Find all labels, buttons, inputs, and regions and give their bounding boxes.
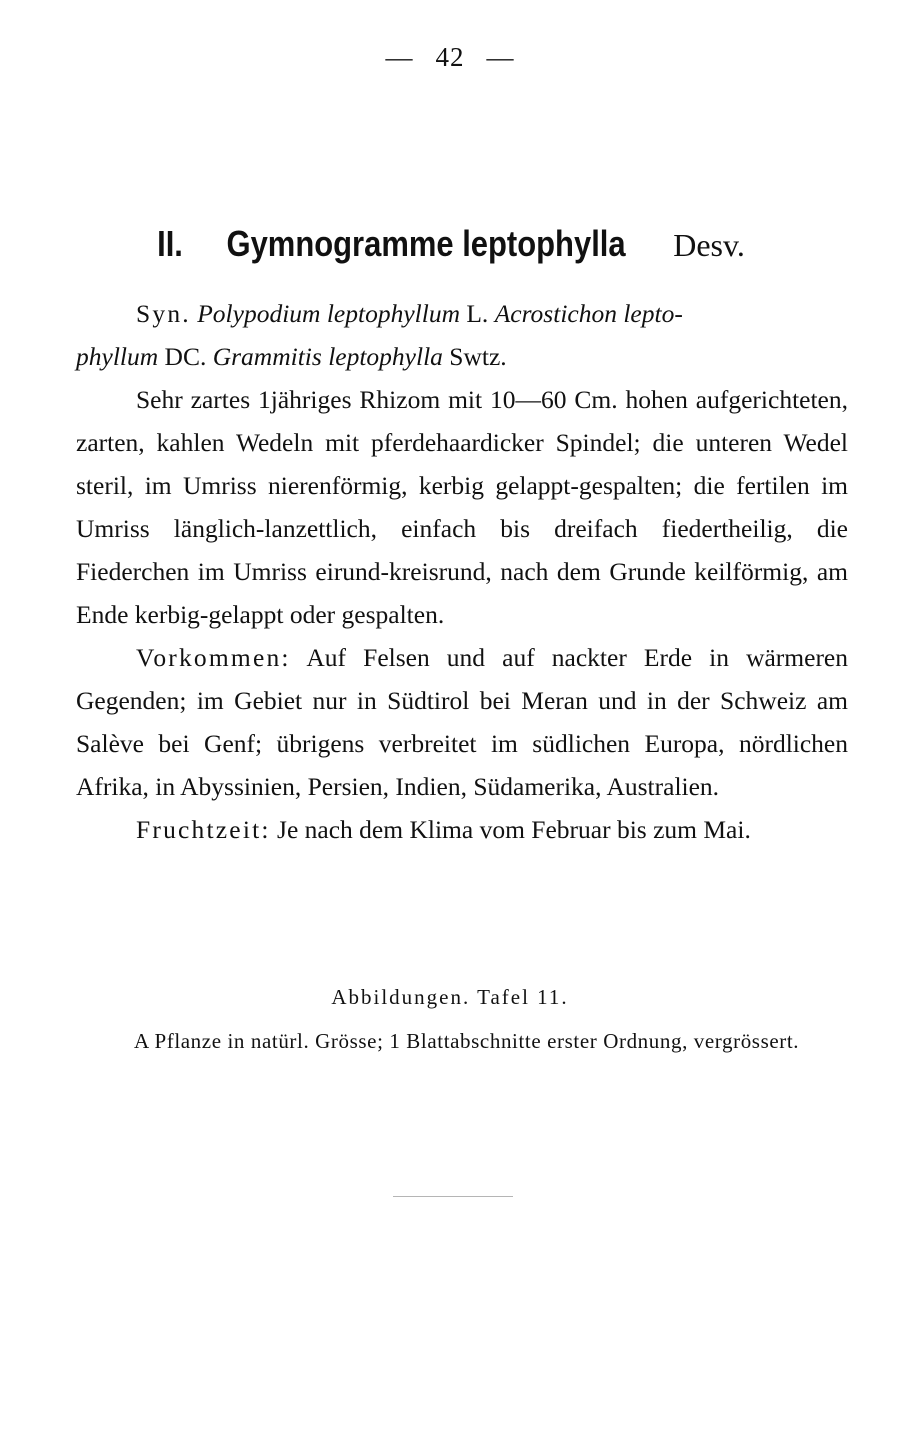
species-number: II. xyxy=(157,223,184,264)
fruiting-paragraph xyxy=(76,808,848,851)
synonym-2-author: DC. xyxy=(164,342,207,371)
synonyms-label: Syn. xyxy=(136,299,191,328)
figures-header: Abbildungen. Tafel 11. xyxy=(331,985,569,1009)
synonym-2-name-start: Acrostichon lepto- xyxy=(494,299,683,328)
synonym-1-author: L. xyxy=(466,299,489,328)
main-text xyxy=(76,292,848,851)
fruiting-label: Fruchtzeit: xyxy=(136,815,271,844)
page-number-value: 42 xyxy=(435,42,465,72)
species-name: Gymnogramme leptophylla xyxy=(226,223,626,264)
fruiting-text: Je nach dem Klima vom Februar bis zum Mai. xyxy=(277,815,751,844)
synonym-3-author: Swtz. xyxy=(449,342,507,371)
species-author: Desv. xyxy=(673,227,745,263)
synonyms-paragraph xyxy=(76,292,848,378)
page-number-dash-left: — xyxy=(385,42,414,72)
synonym-1-name: Polypodium leptophyllum xyxy=(197,299,460,328)
description-paragraph: Sehr zartes 1jähriges Rhizom mit 10—60 Cm. hohen aufgerichteten, zarten, kahlen Wedeln mit pferdehaardicker Spindel; die unteren Wedel steril, im Umriss nierenförmig, kerbig gelappt-gespalten; die fertilen im Umriss länglich-lanzettlich, einfach bis dreifach fiedertheilig, die Fiederchen im Umriss eirund-kreisrund, nach dem Grunde keilförmig, am Ende kerbig-gelappt oder gespalten. xyxy=(76,385,848,629)
page-number xyxy=(0,42,900,73)
synonym-2-name-end: phyllum xyxy=(76,342,159,371)
synonym-3-name: Grammitis leptophylla xyxy=(212,342,443,371)
figures-caption: A Pflanze in natürl. Grösse; 1 Blattabschnitte erster Ordnung, vergrössert. xyxy=(134,1029,800,1053)
occurrence-text: Auf Felsen und auf nackter Erde in wärmeren Gegenden; im Gebiet nur in Südtirol bei Meran und in der Schweiz am Salève bei Genf; übrigens verbreitet im südlichen Europa, nördlichen Afrika, in Abyssinien, Persien, Indien, Südamerika, Australien. xyxy=(76,643,849,801)
occurrence-paragraph xyxy=(76,636,848,808)
species-heading xyxy=(0,222,900,267)
page-number-dash-right: — xyxy=(486,42,515,72)
end-rule xyxy=(393,1196,513,1197)
occurrence-label: Vorkommen: xyxy=(136,643,291,672)
